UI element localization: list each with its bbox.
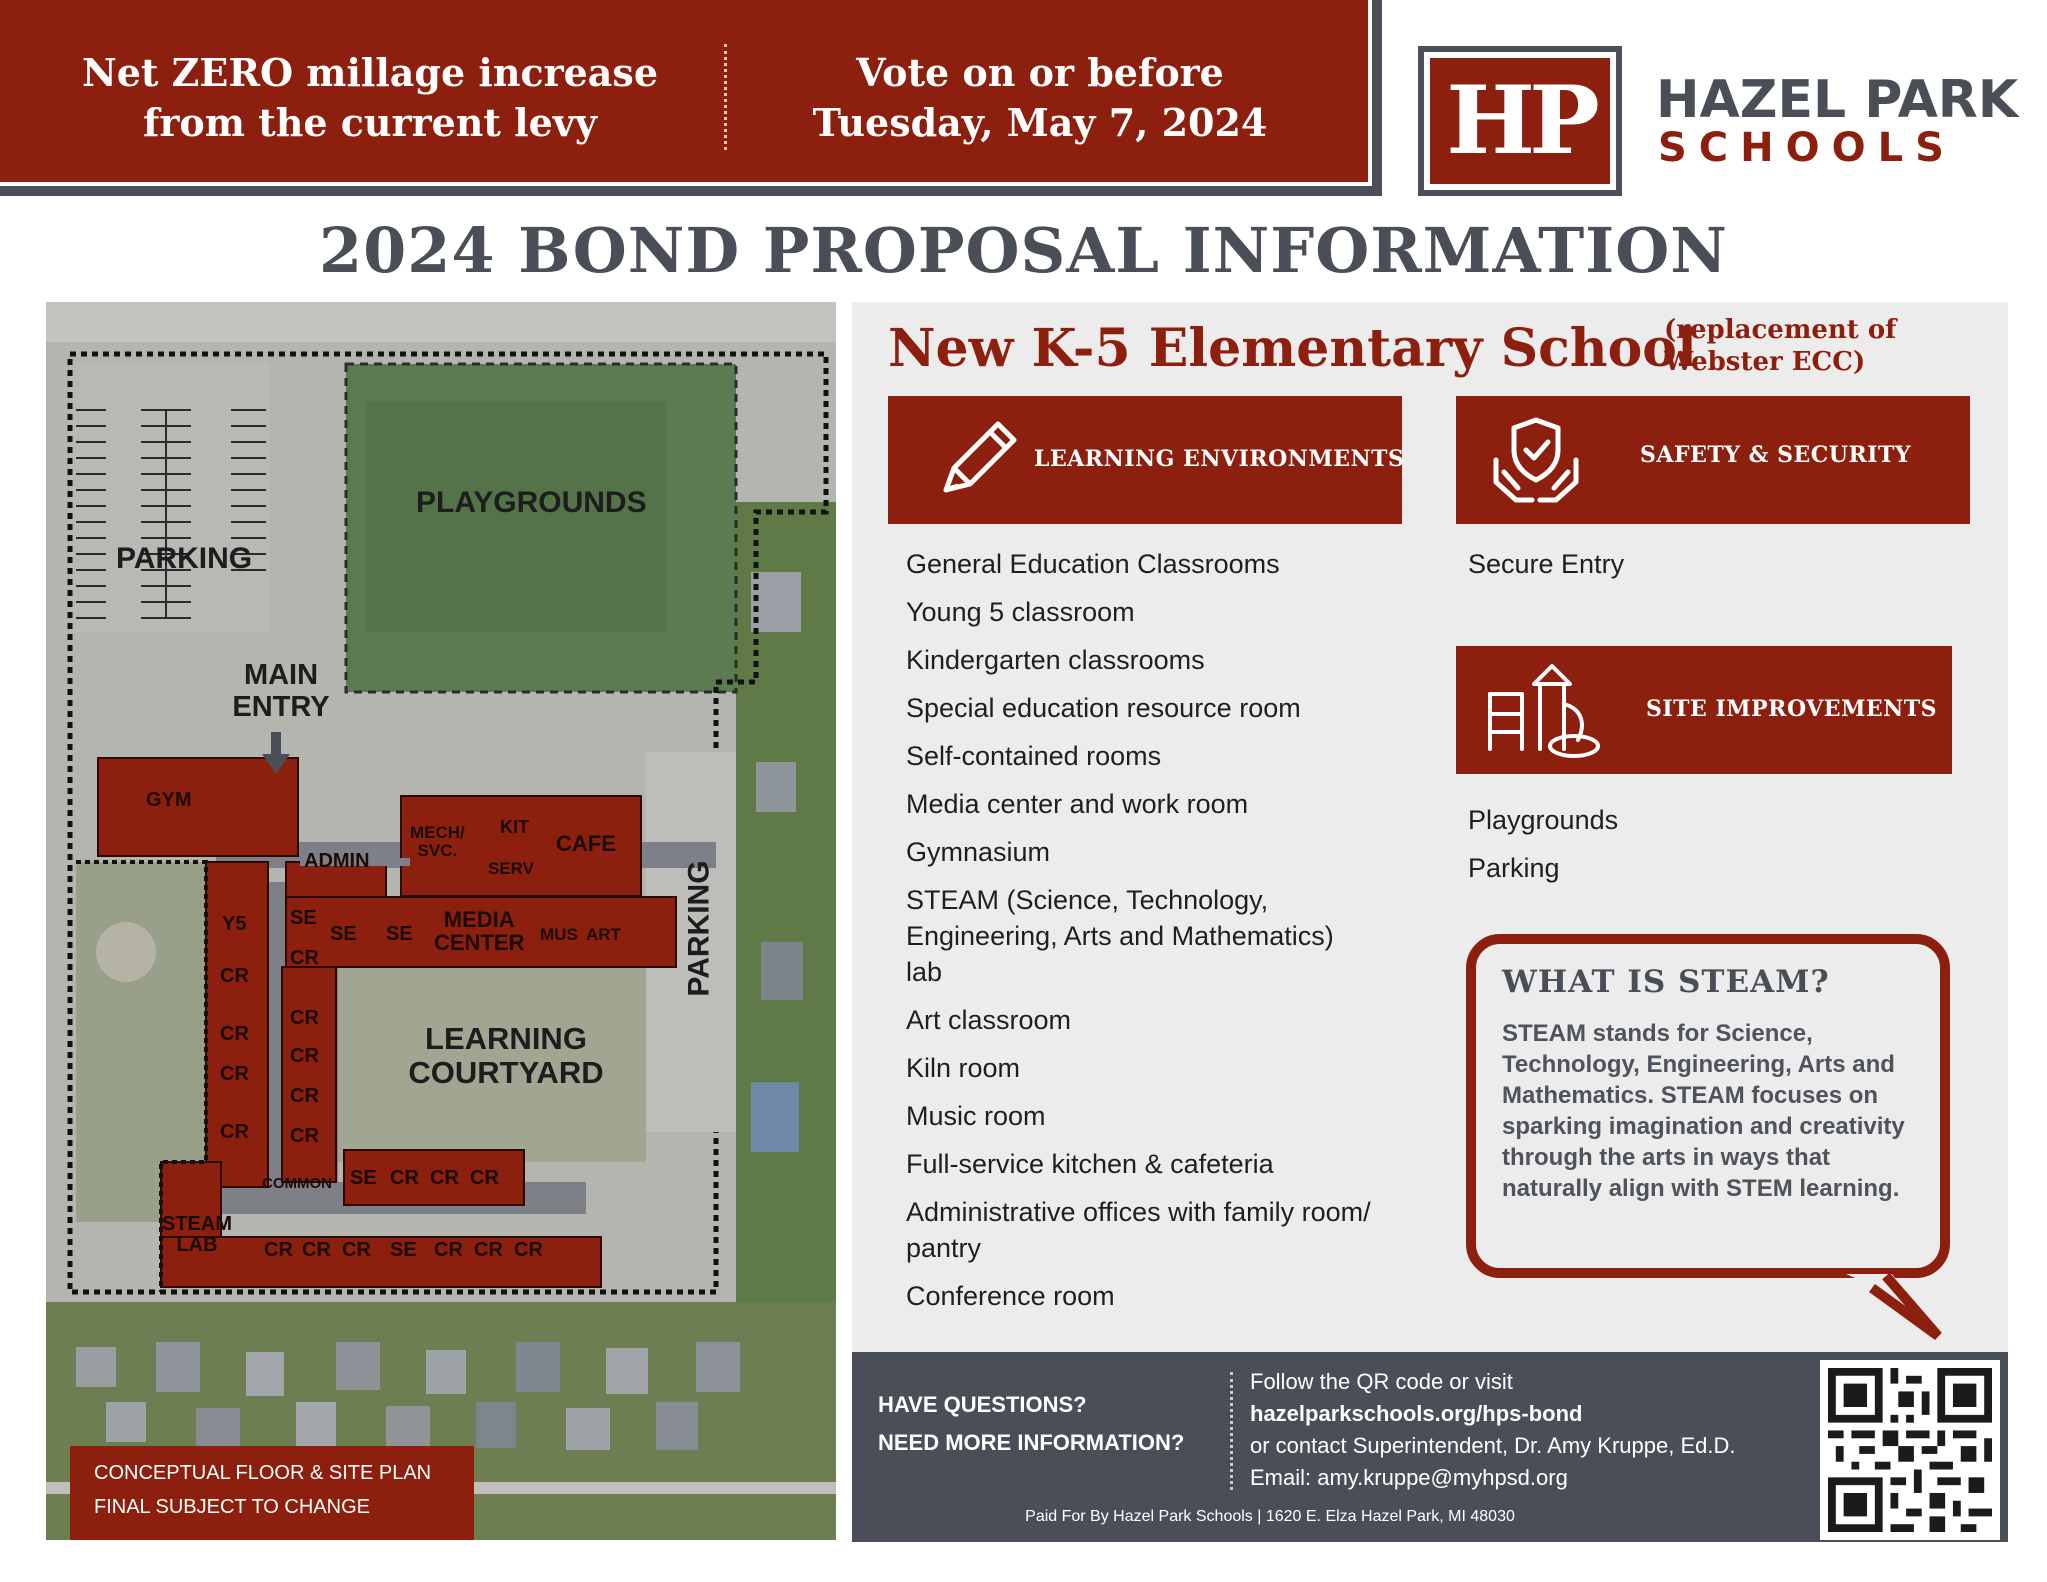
room-cr-west-4: CR	[220, 1121, 249, 1143]
site-plan	[46, 302, 836, 1540]
room-cr-mid-1: CR	[290, 947, 319, 969]
label-parking-left: PARKING	[116, 542, 253, 575]
room-mech-line-1: MECH/	[410, 823, 465, 842]
room-art: ART	[586, 925, 621, 944]
list-item: Self-contained rooms	[906, 741, 1162, 771]
room-kit: KIT	[500, 817, 529, 837]
room-cafe: CAFE	[556, 831, 616, 856]
header-rule	[0, 186, 1382, 196]
vote-line-1: Vote on or before	[856, 50, 1224, 95]
room-media-center	[434, 908, 524, 954]
millage-message	[60, 48, 680, 148]
room-cr-bottom-2: CR	[302, 1239, 331, 1261]
list-item: Conference room	[906, 1281, 1115, 1311]
millage-line-2: from the current levy	[143, 100, 597, 145]
page-title: 2024 BOND PROPOSAL INFORMATION	[319, 214, 1728, 287]
list-item: Special education resource room	[906, 693, 1301, 723]
list-item: Kindergarten classrooms	[906, 645, 1205, 675]
room-cr-west-3: CR	[220, 1063, 249, 1085]
room-se-3: SE	[386, 923, 413, 945]
room-admin: ADMIN	[304, 850, 370, 872]
school-title: New K-5 Elementary School	[888, 318, 1697, 379]
footer-email[interactable]: Email: amy.kruppe@myhpsd.org	[1250, 1465, 1568, 1490]
label-learning-courtyard	[386, 1022, 626, 1090]
list-item: Parking	[1468, 853, 1560, 883]
room-cr-south-3: CR	[470, 1167, 499, 1189]
plan-disclaimer-line-2: FINAL SUBJECT TO CHANGE	[94, 1496, 370, 1518]
hp-logo-letters: HP	[1446, 66, 1594, 176]
list-item: Playgrounds	[1468, 805, 1619, 835]
room-cr-west-2: CR	[220, 1023, 249, 1045]
label-playgrounds: PLAYGROUNDS	[416, 486, 647, 519]
safety-security-header	[1456, 396, 1970, 524]
learning-environments-header	[888, 396, 1405, 524]
learning-environments-label: LEARNING ENVIRONMENTS	[1034, 446, 1405, 472]
room-cr-bottom-5: CR	[474, 1239, 503, 1261]
header-divider	[724, 44, 727, 150]
room-cr-bottom-3: CR	[342, 1239, 371, 1261]
room-mus: MUS	[540, 925, 578, 944]
room-y5: Y5	[222, 913, 247, 935]
list-item: Gymnasium	[906, 837, 1051, 867]
label-main-entry-line-1: MAIN	[243, 659, 319, 691]
room-cr-mid-2: CR	[290, 1007, 319, 1029]
footer	[852, 1352, 2008, 1542]
plan-disclaimer-line-1: CONCEPTUAL FLOOR & SITE PLAN	[94, 1462, 432, 1484]
footer-questions	[878, 1386, 1184, 1462]
room-cr-bottom-6: CR	[514, 1239, 543, 1261]
room-cr-mid-5: CR	[290, 1125, 319, 1147]
safety-security-list	[1468, 546, 1908, 594]
logo-name-line-2: SCHOOLS	[1658, 125, 1956, 171]
room-se-2: SE	[330, 923, 357, 945]
label-courtyard-line-1: LEARNING	[425, 1021, 587, 1056]
label-parking-right: PARKING	[682, 860, 716, 997]
label-main-entry	[216, 660, 346, 724]
school-subtitle	[1664, 314, 1896, 378]
list-item: Secure Entry	[1468, 549, 1625, 579]
site-improvements-list	[1468, 802, 1908, 898]
vote-line-2: Tuesday, May 7, 2024	[812, 100, 1268, 145]
room-common: COMMON	[262, 1175, 332, 1192]
room-steam-line-1: STEAM	[162, 1213, 232, 1235]
footer-contact	[1250, 1366, 1735, 1494]
header-rule-vertical	[1372, 0, 1382, 196]
qr-code[interactable]	[1820, 1360, 2000, 1540]
playground-icon	[1482, 654, 1602, 764]
room-steam-lab	[162, 1214, 232, 1256]
footer-divider	[1230, 1372, 1233, 1490]
footer-info-line-2: or contact Superintendent, Dr. Amy Kruppe, Ed.D.	[1250, 1433, 1736, 1458]
plan-disclaimer	[70, 1446, 474, 1540]
list-item: Administrative offices with family room/ pantry	[906, 1197, 1371, 1263]
footer-question-1: HAVE QUESTIONS?	[878, 1392, 1087, 1417]
label-courtyard-line-2: COURTYARD	[408, 1055, 604, 1091]
school-subtitle-line-2: Webster ECC)	[1664, 347, 1866, 377]
list-item: Art classroom	[906, 1005, 1072, 1035]
footer-info-line-1: Follow the QR code or visit	[1250, 1369, 1513, 1394]
room-cr-west-1: CR	[220, 965, 249, 987]
room-serv: SERV	[488, 859, 534, 878]
room-cr-mid-3: CR	[290, 1045, 319, 1067]
room-mech	[410, 824, 465, 860]
hp-logo	[1418, 46, 1622, 196]
logo-name-line-1: HAZEL PARK	[1656, 70, 2019, 130]
room-se-1: SE	[290, 907, 317, 929]
list-item: Media center and work room	[906, 789, 1249, 819]
room-cr-bottom-1: CR	[264, 1239, 293, 1261]
list-item: Kiln room	[906, 1053, 1021, 1083]
footer-paid-for: Paid For By Hazel Park Schools | 1620 E. Elza Hazel Park, MI 48030	[1025, 1508, 1515, 1525]
room-mech-line-2: SVC.	[417, 840, 458, 860]
room-media-line-1: MEDIA	[443, 907, 515, 932]
pencil-icon	[926, 410, 1026, 510]
hp-logo-mark	[1430, 58, 1610, 184]
room-cr-south-2: CR	[430, 1167, 459, 1189]
millage-line-1: Net ZERO millage increase	[81, 50, 658, 95]
steam-callout-text: STEAM stands for Science, Technology, Engineering, Arts and Mathematics. STEAM focuses on sparking imagination and creativity through the arts in ways that naturally align with STEM learning.	[1502, 1020, 1905, 1202]
list-item: STEAM (Science, Technology, Engineering, Arts and Mathematics) lab	[906, 885, 1334, 987]
room-cr-south-1: CR	[390, 1167, 419, 1189]
site-improvements-label: SITE IMPROVEMENTS	[1646, 696, 1938, 722]
room-media-line-2: CENTER	[434, 930, 525, 956]
school-subtitle-line-1: (replacement of	[1664, 315, 1897, 345]
room-se-5: SE	[390, 1239, 417, 1261]
steam-callout-tail	[1842, 1268, 1952, 1348]
footer-question-2: NEED MORE INFORMATION?	[878, 1430, 1185, 1455]
learning-environments-list	[906, 546, 1426, 1326]
room-steam-line-2: LAB	[176, 1234, 218, 1256]
list-item: General Education Classrooms	[906, 549, 1280, 579]
footer-bond-link[interactable]: hazelparkschools.org/hps-bond	[1250, 1401, 1583, 1426]
vote-date-message	[760, 48, 1320, 148]
shield-hands-icon	[1486, 410, 1586, 510]
list-item: Young 5 classroom	[906, 597, 1135, 627]
qr-code-icon	[1828, 1368, 1992, 1532]
room-cr-bottom-4: CR	[434, 1239, 463, 1261]
room-gym: GYM	[146, 789, 192, 811]
steam-callout-title: WHAT IS STEAM?	[1502, 964, 1830, 1000]
safety-security-label: SAFETY & SECURITY	[1640, 442, 1912, 468]
label-main-entry-line-2: ENTRY	[232, 690, 330, 723]
room-cr-mid-4: CR	[290, 1085, 319, 1107]
list-item: Full-service kitchen & cafeteria	[906, 1149, 1274, 1179]
steam-callout	[1466, 934, 1950, 1278]
room-se-4: SE	[350, 1167, 377, 1189]
site-improvements-header	[1456, 646, 1952, 774]
list-item: Music room	[906, 1101, 1046, 1131]
